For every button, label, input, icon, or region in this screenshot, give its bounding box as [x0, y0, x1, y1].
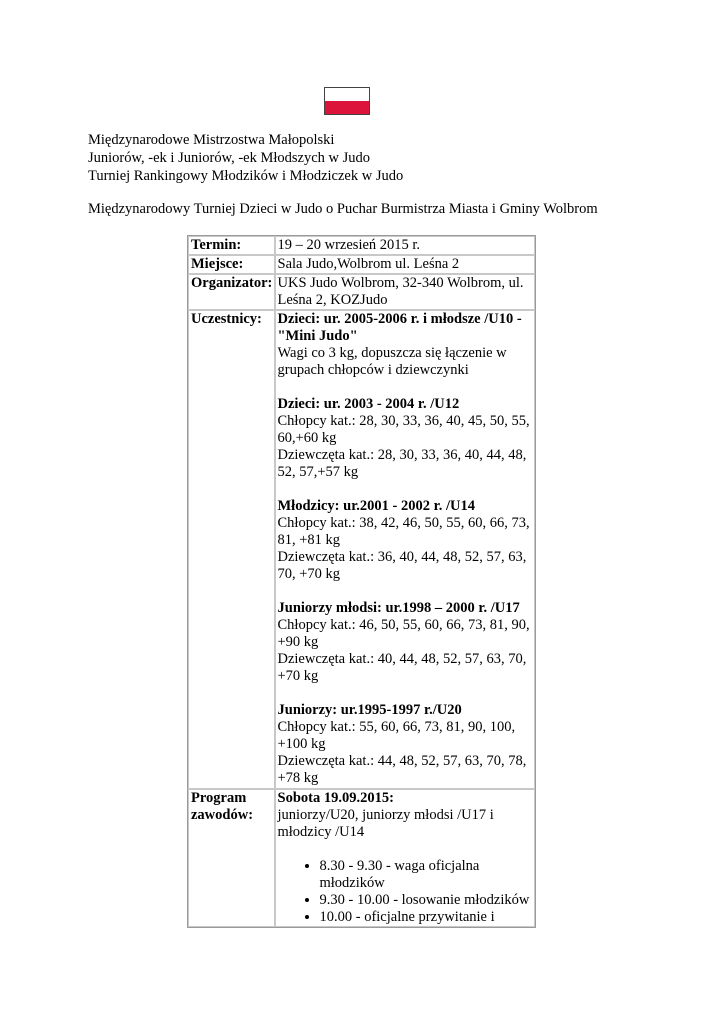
- flag-red-stripe: [325, 101, 369, 114]
- group-line: Chłopcy kat.: 55, 60, 66, 73, 81, 90, 100, +100 kg: [277, 719, 516, 752]
- participant-group: [278, 311, 534, 379]
- miejsce-label: Miejsce:: [188, 255, 275, 274]
- group-line: Chłopcy kat.: 46, 50, 55, 60, 66, 73, 81, 90, +90 kg: [277, 617, 530, 650]
- group-title: Młodzicy: ur.2001 - 2002 r. /U14: [277, 498, 475, 514]
- organizator-value: UKS Judo Wolbrom, 32-340 Wolbrom, ul. Leśna 2, KOZJudo: [275, 274, 536, 310]
- polish-flag: [324, 87, 370, 115]
- organizator-label: Organizator:: [188, 274, 275, 310]
- group-title: Juniorzy młodsi: ur.1998 – 2000 r. /U17: [277, 600, 520, 616]
- table-row-miejsce: [188, 255, 535, 274]
- table-row-termin: [188, 236, 535, 255]
- participant-group: [278, 702, 534, 787]
- group-line: Dziewczęta kat.: 36, 40, 44, 48, 52, 57, 63, 70, +70 kg: [277, 549, 527, 582]
- flag-white-stripe: [325, 88, 369, 101]
- group-title: Dzieci: ur. 2005-2006 r. i młodsze /U10 - "Mini Judo": [277, 311, 522, 344]
- program-list: [278, 858, 534, 926]
- uczestnicy-label: Uczestnicy:: [188, 310, 275, 789]
- heading-line: Międzynarodowe Mistrzostwa Małopolski: [88, 132, 335, 148]
- group-line: Dziewczęta kat.: 28, 30, 33, 36, 40, 44, 48, 52, 57,+57 kg: [277, 447, 527, 480]
- program-intro: juniorzy/U20, juniorzy młodsi /U17 i młodzicy /U14: [277, 807, 494, 840]
- heading-line: Juniorów, -ek i Juniorów, -ek Młodszych w Judo: [88, 150, 371, 166]
- group-title: Dzieci: ur. 2003 - 2004 r. /U12: [277, 396, 460, 412]
- program-label: Program zawodów:: [188, 789, 275, 927]
- uczestnicy-value: [275, 310, 536, 789]
- participant-group: [278, 396, 534, 481]
- program-value: [275, 789, 536, 927]
- participant-group: [278, 498, 534, 583]
- list-item: • 9.30 - 10.00 - losowanie młodzików: [320, 892, 534, 909]
- table-row-organizator: [188, 274, 535, 310]
- table-row-uczestnicy: [188, 310, 535, 789]
- heading-line: Turniej Rankingowy Młodzików i Młodziczek w Judo: [88, 168, 404, 184]
- miejsce-value: Sala Judo,Wolbrom ul. Leśna 2: [275, 255, 536, 274]
- group-line: Chłopcy kat.: 28, 30, 33, 36, 40, 45, 50, 55, 60,+60 kg: [277, 413, 530, 446]
- group-line: Chłopcy kat.: 38, 42, 46, 50, 55, 60, 66, 73, 81, +81 kg: [277, 515, 530, 548]
- group-title: Juniorzy: ur.1995-1997 r./U20: [277, 702, 462, 718]
- group-line: Dziewczęta kat.: 44, 48, 52, 57, 63, 70, 78, +78 kg: [277, 753, 527, 786]
- group-line: Dziewczęta kat.: 40, 44, 48, 52, 57, 63, 70, +70 kg: [277, 651, 527, 684]
- table-row-program: [188, 789, 535, 927]
- document-heading: [88, 131, 403, 185]
- list-item: • 8.30 - 9.30 - waga oficjalna młodzików: [320, 858, 534, 892]
- program-day: Sobota 19.09.2015:: [277, 790, 394, 806]
- document-subtitle: Międzynarodowy Turniej Dzieci w Judo o Puchar Burmistrza Miasta i Gminy Wolbrom: [88, 201, 598, 217]
- event-info-table: [187, 235, 536, 928]
- termin-label: Termin:: [188, 236, 275, 255]
- participant-group: [278, 600, 534, 685]
- list-item: • 10.00 - oficjalne przywitanie i: [320, 909, 534, 926]
- termin-value: 19 – 20 wrzesień 2015 r.: [275, 236, 536, 255]
- group-line: Wagi co 3 kg, dopuszcza się łączenie w grupach chłopców i dziewczynki: [277, 345, 507, 378]
